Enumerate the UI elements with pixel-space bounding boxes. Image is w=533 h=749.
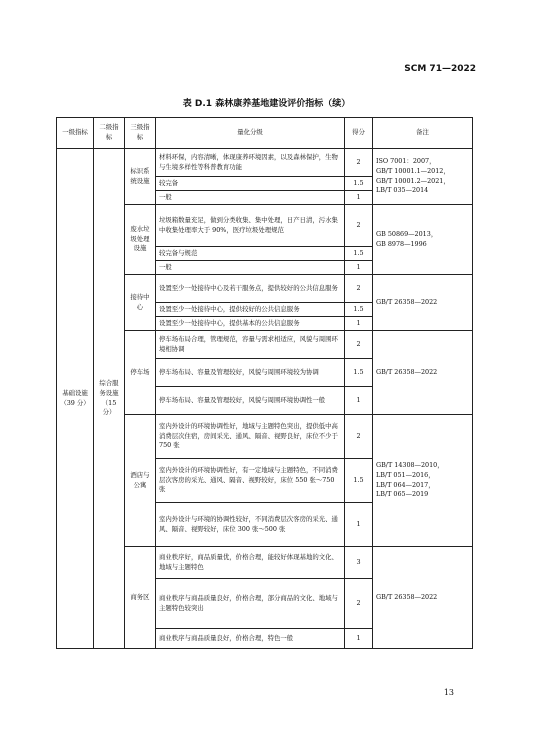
- level3-indicator: 酒店与公寓: [125, 415, 156, 547]
- standard-reference: GB 8978—1996: [376, 239, 427, 248]
- table-body: [57, 149, 473, 649]
- column-header: 三级指标: [125, 118, 156, 149]
- score: 3: [345, 547, 373, 579]
- score: 1.5: [345, 177, 373, 191]
- remarks-cell: [373, 275, 473, 331]
- quantified-grade: 商业秩序与商品质量良好，价格合理，特色一般: [156, 629, 345, 649]
- standard-reference: GB/T 10001.1—2012，: [376, 166, 450, 175]
- evaluation-table: [56, 117, 473, 649]
- page-number: 13: [443, 688, 454, 697]
- remarks-cell: [373, 547, 473, 649]
- quantified-grade: 一般: [156, 191, 345, 205]
- quantified-grade: 商业秩序好，商品质量优，价格合理，能较好体现基地的文化、地域与主题特色: [156, 547, 345, 579]
- column-header: 得分: [345, 118, 373, 149]
- score: 1: [345, 503, 373, 547]
- remarks-cell: [373, 205, 473, 275]
- column-header: 备注: [373, 118, 473, 149]
- standard-reference: GB/T 14308—2010，: [376, 460, 444, 469]
- standard-reference: ISO 7001：2007，: [376, 156, 436, 165]
- score: 1: [345, 629, 373, 649]
- score: 1.5: [345, 247, 373, 261]
- quantified-grade: 较完备: [156, 177, 345, 191]
- standard-reference: GB/T 10001.2—2021，: [376, 176, 450, 185]
- quantified-grade: 室内外设计与环境的协调性较好，不同消费层次客房的采光、通风、隔音、视野较好，床位 300 张～500 张: [156, 503, 345, 547]
- quantified-grade: 一般: [156, 261, 345, 275]
- quantified-grade: 室内外设计的环境协调性好，地域与主题特色突出，提供低中高消费层次住宿，房间采光、通风、隔音、视野良好，床位不少于 750 张: [156, 415, 345, 459]
- level1-indicator: 基础设施（39 分）: [57, 149, 94, 649]
- quantified-grade: 垃圾箱数量充足，做到分类收集、集中处理，日产日清，污水集中收集处理率大于 90%，医疗垃圾处理规范: [156, 205, 345, 247]
- standard-reference: GB/T 26358—2022: [376, 592, 438, 601]
- score: 1: [345, 191, 373, 205]
- standard-reference: GB/T 26358—2022: [376, 297, 438, 306]
- quantified-grade: 材料环保，内容清晰，体现康养环境因素，以及森林保护，生物与生境多样性等科普教育功能: [156, 149, 345, 177]
- standard-reference: LB/T 051—2016，: [376, 470, 435, 479]
- standard-reference: GB/T 26358—2022: [376, 367, 438, 376]
- level3-indicator: 废水垃圾处理设施: [125, 205, 156, 275]
- level3-indicator: 停车场: [125, 331, 156, 415]
- score: 2: [345, 415, 373, 459]
- score: 2: [345, 331, 373, 359]
- score: 1.5: [345, 359, 373, 387]
- document-code: SCM 71—2022: [404, 64, 476, 74]
- quantified-grade: 设置至少一处接待中心，提供较好的公共信息服务: [156, 303, 345, 317]
- quantified-grade: 停车场布局、容量及管理较好，风貌与周围环境协调性一般: [156, 387, 345, 415]
- score: 2: [345, 579, 373, 629]
- quantified-grade: 室内外设计的环境协调性好，有一定地域与主题特色，不同消费层次客房的采光、通风、隔音、视野较好，床位 550 张～750 张: [156, 459, 345, 503]
- level3-indicator: 接待中心: [125, 275, 156, 331]
- quantified-grade: 设置至少一处接待中心及若干服务点，提供较好的公共信息服务: [156, 275, 345, 303]
- score: 2: [345, 149, 373, 177]
- level3-indicator: 商务区: [125, 547, 156, 649]
- quantified-grade: 停车场布局、容量及管理较好，风貌与周围环境较为协调: [156, 359, 345, 387]
- standard-reference: LB/T 064—2017，: [376, 480, 435, 489]
- quantified-grade: 停车场布局合理，管理规范，容量与需求相适应，风貌与周围环境相协调: [156, 331, 345, 359]
- table-title: 表 D.1 森林康养基地建设评价指标（续）: [182, 99, 351, 109]
- score: 2: [345, 275, 373, 303]
- column-header: 二级指标: [94, 118, 125, 149]
- standard-reference: LB/T 065—2019: [376, 490, 429, 499]
- table-header-row: [57, 118, 473, 149]
- quantified-grade: 设置至少一处接待中心，提供基本的公共信息服务: [156, 317, 345, 331]
- score: 1: [345, 261, 373, 275]
- score: 1.5: [345, 459, 373, 503]
- table-row: [57, 149, 473, 177]
- quantified-grade: 商业秩序与商品质量良好，价格合理，部分商品的文化、地域与主题特色较突出: [156, 579, 345, 629]
- quantified-grade: 较完备与规范: [156, 247, 345, 261]
- standard-reference: GB 50869—2013，: [376, 229, 438, 238]
- column-header: 一级指标: [57, 118, 94, 149]
- column-header: 量化分级: [156, 118, 345, 149]
- level2-indicator: 综合服务设施（15 分）: [94, 149, 125, 649]
- score: 2: [345, 205, 373, 247]
- score: 1: [345, 387, 373, 415]
- score: 1.5: [345, 303, 373, 317]
- remarks-cell: [373, 331, 473, 415]
- level3-indicator: 标识系统设施: [125, 149, 156, 205]
- remarks-cell: [373, 149, 473, 205]
- remarks-cell: [373, 415, 473, 547]
- score: 1: [345, 317, 373, 331]
- standard-reference: LB/T 035—2014: [376, 186, 429, 195]
